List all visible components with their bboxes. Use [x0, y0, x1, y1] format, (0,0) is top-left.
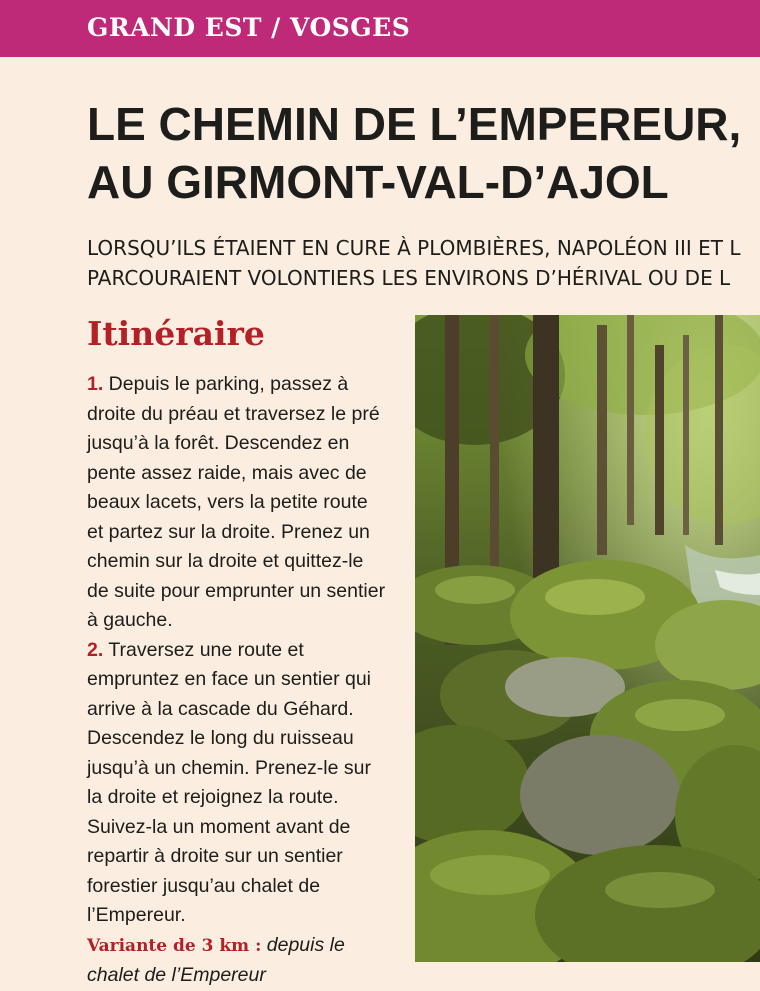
itinerary-column	[87, 312, 387, 991]
article-title	[87, 95, 760, 211]
article-intro	[87, 233, 760, 293]
step-number: 1.	[87, 373, 104, 395]
variant-text: depuis le chalet de l’Empereur	[87, 933, 345, 986]
step-number: 2.	[87, 638, 104, 661]
article-title-line-2: AU GIRMONT-VAL-D’AJOL	[87, 156, 669, 208]
itinerary-step-2	[87, 636, 387, 931]
itinerary-heading: Itinéraire	[87, 314, 265, 353]
article-title-line-1: LE CHEMIN DE L’EMPEREUR,	[87, 98, 742, 150]
region-label: GRAND EST / VOSGES	[87, 13, 411, 42]
article-intro-line-1: LORSQU’ILS ÉTAIENT EN CURE À PLOMBIÈRES, NAPOLÉON III ET L	[87, 236, 741, 260]
itinerary-variant	[87, 931, 387, 991]
variant-label: Variante de 3 km :	[87, 935, 262, 956]
forest-stream-illustration	[415, 315, 760, 962]
article-intro-line-2: PARCOURAIENT VOLONTIERS LES ENVIRONS D’HÉRIVAL OU DE L	[87, 266, 731, 290]
itinerary-step-1	[87, 370, 387, 636]
step-text: Depuis le parking, passez à droite du préau et traversez le pré jusqu’à la forêt. Descendez en pente assez raide, mais avec de beaux lacets, vers la petite route et partez sur la droite. Prenez un chemin sur la droite et quittez-le de suite pour emprunter un sentier à gauche.	[87, 373, 386, 631]
forest-stream-photo	[415, 315, 760, 962]
region-banner	[0, 0, 760, 57]
step-text: Traversez une route et empruntez en face un sentier qui arrive à la cascade du Géhard. Descendez le long du ruisseau jusqu’à un chemin. Prenez-le sur la droite et rejoignez la route. Suivez-la un moment avant de repartir à droite sur un sentier forestier jusqu’au chalet de l’Empereur.	[87, 638, 372, 926]
